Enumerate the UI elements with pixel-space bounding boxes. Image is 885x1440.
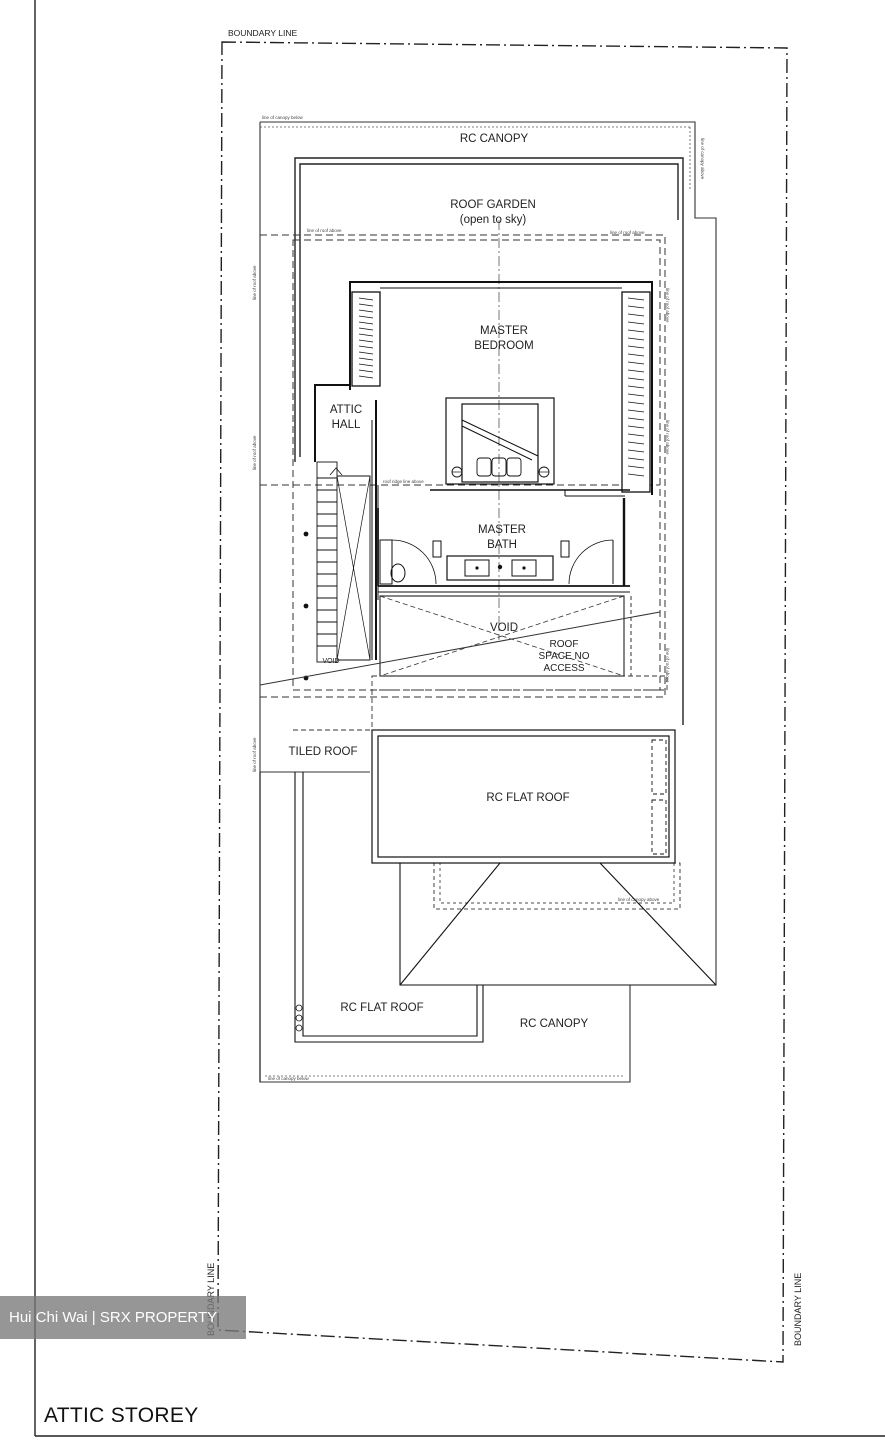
canopy-below-lines bbox=[260, 127, 690, 1076]
wardrobe-right bbox=[622, 292, 650, 492]
drawing-title: ATTIC STOREY bbox=[44, 1404, 199, 1427]
label-master-bath-line1: MASTER bbox=[478, 524, 526, 536]
stair-markers bbox=[304, 532, 309, 681]
note-canopy-above: line of canopy above bbox=[618, 897, 660, 902]
bath-fixture-dots bbox=[475, 565, 525, 570]
label-rc-flat-roof-main: RC FLAT ROOF bbox=[486, 792, 570, 804]
label-tiled-roof: TILED ROOF bbox=[288, 746, 358, 758]
roof-outline bbox=[260, 122, 716, 1082]
bed bbox=[446, 398, 554, 484]
label-void-stair: VOID bbox=[322, 658, 340, 665]
note-canopy-below-bottom: line of canopy below bbox=[268, 1076, 309, 1081]
label-attic-hall-line2: HALL bbox=[331, 419, 361, 431]
note-roof-above-1: line of roof above bbox=[307, 228, 342, 233]
label-roof-space-line2: SPACE NO bbox=[538, 651, 590, 662]
label-roof-garden: ROOF GARDEN bbox=[450, 199, 536, 211]
label-rc-flat-roof-lower: RC FLAT ROOF bbox=[340, 1002, 424, 1014]
label-roof-garden-note: (open to sky) bbox=[459, 214, 527, 226]
boundary-label-right: BOUNDARY LINE bbox=[793, 1272, 803, 1346]
lower-hip-roof bbox=[400, 863, 716, 985]
master-bedroom-walls bbox=[350, 282, 652, 495]
label-void-main: VOID bbox=[489, 622, 519, 634]
lower-roof-drains bbox=[296, 1005, 302, 1031]
label-master-bedroom-line1: MASTER bbox=[480, 325, 528, 337]
void-area bbox=[260, 596, 660, 685]
label-roof-space-line1: ROOF bbox=[549, 639, 579, 650]
label-roof-space-line3: ACCESS bbox=[543, 663, 585, 674]
note-canopy-below-right: line of canopy above bbox=[700, 138, 705, 180]
label-rc-canopy-top: RC CANOPY bbox=[459, 133, 529, 145]
note-canopy-below-top: line of canopy below bbox=[262, 115, 303, 120]
note-roof-above-4: line of roof above bbox=[252, 435, 257, 470]
note-roof-above-5: line of roof above bbox=[252, 737, 257, 772]
room-labels bbox=[288, 133, 589, 1030]
label-master-bedroom-line2: BEDROOM bbox=[474, 340, 534, 352]
note-roof-above-3: line of roof above bbox=[252, 265, 257, 300]
note-roof-above-7: line of roof above bbox=[665, 420, 670, 455]
note-ridge-above: roof ridge line above bbox=[383, 479, 424, 484]
roof-above-lower-dashed bbox=[293, 676, 667, 730]
label-master-bath-line2: BATH bbox=[487, 539, 517, 551]
label-rc-canopy-bottom: RC CANOPY bbox=[519, 1018, 589, 1030]
watermark: Hui Chi Wai | SRX PROPERTY bbox=[0, 1296, 246, 1339]
staircase bbox=[317, 462, 370, 662]
note-roof-above-6: line of roof above bbox=[665, 288, 670, 323]
label-attic-hall-line1: ATTIC bbox=[329, 404, 363, 416]
wardrobe-left bbox=[352, 292, 380, 386]
note-roof-above-8: line of roof above bbox=[665, 648, 670, 683]
boundary-label-top: BOUNDARY LINE bbox=[228, 28, 298, 38]
note-roof-above-2: line of roof above bbox=[610, 230, 645, 235]
